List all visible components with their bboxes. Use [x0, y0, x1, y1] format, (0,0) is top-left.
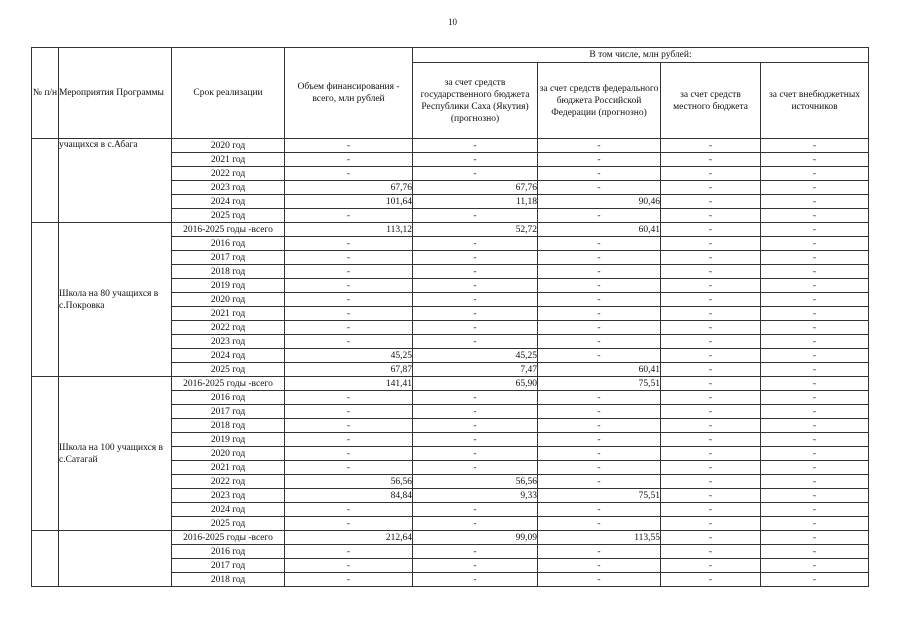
local-value-cell: -: [661, 209, 761, 223]
federal-value-cell: -: [538, 265, 661, 279]
extra-value-cell: -: [761, 475, 869, 489]
local-value-cell: -: [661, 405, 761, 419]
period-cell: 2018 год: [172, 573, 285, 587]
total-value-cell: -: [285, 433, 413, 447]
total-value-cell: -: [285, 559, 413, 573]
state-value-cell: 56,56: [413, 475, 538, 489]
local-value-cell: -: [661, 363, 761, 377]
period-cell: 2018 год: [172, 419, 285, 433]
period-cell: 2016-2025 годы -всего: [172, 531, 285, 545]
total-value-cell: 56,56: [285, 475, 413, 489]
local-value-cell: -: [661, 419, 761, 433]
federal-value-cell: -: [538, 503, 661, 517]
federal-value-cell: -: [538, 209, 661, 223]
federal-value-cell: -: [538, 559, 661, 573]
extra-value-cell: -: [761, 265, 869, 279]
local-value-cell: -: [661, 433, 761, 447]
state-value-cell: -: [413, 209, 538, 223]
period-cell: 2016-2025 годы -всего: [172, 377, 285, 391]
period-cell: 2020 год: [172, 293, 285, 307]
period-cell: 2021 год: [172, 307, 285, 321]
state-value-cell: 99,09: [413, 531, 538, 545]
state-value-cell: 7,47: [413, 363, 538, 377]
header-federal-budget: за счет средств федерального бюджета Российской Федерации (прогнозно): [538, 63, 661, 139]
federal-value-cell: -: [538, 405, 661, 419]
period-cell: 2016 год: [172, 237, 285, 251]
total-value-cell: 84,84: [285, 489, 413, 503]
period-cell: 2022 год: [172, 167, 285, 181]
total-value-cell: -: [285, 391, 413, 405]
local-value-cell: -: [661, 377, 761, 391]
local-value-cell: -: [661, 489, 761, 503]
header-state-budget: за счет средств государственного бюджета Республики Саха (Якутия) (прогнозно): [413, 63, 538, 139]
total-value-cell: -: [285, 265, 413, 279]
period-cell: 2021 год: [172, 153, 285, 167]
state-value-cell: -: [413, 321, 538, 335]
period-cell: 2023 год: [172, 335, 285, 349]
state-value-cell: -: [413, 237, 538, 251]
funding-table: [31, 47, 869, 587]
table-body: [32, 139, 869, 587]
federal-value-cell: -: [538, 447, 661, 461]
period-cell: 2017 год: [172, 251, 285, 265]
federal-value-cell: -: [538, 167, 661, 181]
federal-value-cell: -: [538, 433, 661, 447]
row-number-cell: [32, 139, 59, 223]
state-value-cell: 11,18: [413, 195, 538, 209]
local-value-cell: -: [661, 461, 761, 475]
state-value-cell: -: [413, 461, 538, 475]
extra-value-cell: -: [761, 167, 869, 181]
state-value-cell: 65,90: [413, 377, 538, 391]
state-value-cell: -: [413, 433, 538, 447]
local-value-cell: -: [661, 545, 761, 559]
state-value-cell: -: [413, 405, 538, 419]
federal-value-cell: -: [538, 335, 661, 349]
program-name-cell: Школа на 100 учащихся в с.Сатагай: [59, 377, 172, 531]
extra-value-cell: -: [761, 307, 869, 321]
state-value-cell: -: [413, 265, 538, 279]
program-name-cell: [59, 531, 172, 587]
local-value-cell: -: [661, 307, 761, 321]
total-value-cell: 141,41: [285, 377, 413, 391]
extra-value-cell: -: [761, 153, 869, 167]
federal-value-cell: -: [538, 349, 661, 363]
local-value-cell: -: [661, 573, 761, 587]
local-value-cell: -: [661, 349, 761, 363]
period-cell: 2025 год: [172, 209, 285, 223]
total-value-cell: -: [285, 293, 413, 307]
state-value-cell: -: [413, 251, 538, 265]
state-value-cell: -: [413, 293, 538, 307]
period-cell: 2025 год: [172, 363, 285, 377]
period-cell: 2019 год: [172, 433, 285, 447]
header-local-budget: за счет средств местного бюджета: [661, 63, 761, 139]
header-num: № п/н: [32, 48, 59, 139]
period-cell: 2022 год: [172, 475, 285, 489]
extra-value-cell: -: [761, 377, 869, 391]
local-value-cell: -: [661, 531, 761, 545]
total-value-cell: 101,64: [285, 195, 413, 209]
state-value-cell: -: [413, 153, 538, 167]
period-cell: 2018 год: [172, 265, 285, 279]
period-cell: 2016 год: [172, 391, 285, 405]
total-value-cell: -: [285, 419, 413, 433]
local-value-cell: -: [661, 139, 761, 153]
federal-value-cell: 90,46: [538, 195, 661, 209]
extra-value-cell: -: [761, 531, 869, 545]
extra-value-cell: -: [761, 391, 869, 405]
total-value-cell: -: [285, 251, 413, 265]
federal-value-cell: -: [538, 237, 661, 251]
period-cell: 2023 год: [172, 181, 285, 195]
period-cell: 2020 год: [172, 139, 285, 153]
total-value-cell: -: [285, 573, 413, 587]
federal-value-cell: -: [538, 139, 661, 153]
total-value-cell: -: [285, 139, 413, 153]
extra-value-cell: -: [761, 433, 869, 447]
extra-value-cell: -: [761, 335, 869, 349]
table-row: [32, 531, 869, 545]
extra-value-cell: -: [761, 251, 869, 265]
extra-value-cell: -: [761, 209, 869, 223]
local-value-cell: -: [661, 475, 761, 489]
federal-value-cell: -: [538, 293, 661, 307]
state-value-cell: -: [413, 447, 538, 461]
extra-value-cell: -: [761, 489, 869, 503]
federal-value-cell: -: [538, 419, 661, 433]
total-value-cell: -: [285, 209, 413, 223]
local-value-cell: -: [661, 321, 761, 335]
local-value-cell: -: [661, 167, 761, 181]
extra-value-cell: -: [761, 349, 869, 363]
extra-value-cell: -: [761, 503, 869, 517]
local-value-cell: -: [661, 447, 761, 461]
total-value-cell: 113,12: [285, 223, 413, 237]
extra-value-cell: -: [761, 405, 869, 419]
extra-value-cell: -: [761, 223, 869, 237]
header-extra-budget: за счет внебюджетных источников: [761, 63, 869, 139]
federal-value-cell: -: [538, 181, 661, 195]
local-value-cell: -: [661, 223, 761, 237]
total-value-cell: -: [285, 447, 413, 461]
table-row: [32, 223, 869, 237]
local-value-cell: -: [661, 293, 761, 307]
federal-value-cell: 60,41: [538, 223, 661, 237]
state-value-cell: -: [413, 545, 538, 559]
federal-value-cell: -: [538, 573, 661, 587]
local-value-cell: -: [661, 391, 761, 405]
state-value-cell: -: [413, 573, 538, 587]
period-cell: 2016-2025 годы -всего: [172, 223, 285, 237]
local-value-cell: -: [661, 265, 761, 279]
period-cell: 2023 год: [172, 489, 285, 503]
total-value-cell: -: [285, 321, 413, 335]
table-row: [32, 377, 869, 391]
program-name-cell: Школа на 80 учащихся в с.Покровка: [59, 223, 172, 377]
federal-value-cell: -: [538, 545, 661, 559]
local-value-cell: -: [661, 237, 761, 251]
extra-value-cell: -: [761, 321, 869, 335]
row-number-cell: [32, 531, 59, 587]
federal-value-cell: -: [538, 279, 661, 293]
total-value-cell: -: [285, 405, 413, 419]
period-cell: 2016 год: [172, 545, 285, 559]
total-value-cell: -: [285, 167, 413, 181]
state-value-cell: 9,33: [413, 489, 538, 503]
state-value-cell: -: [413, 503, 538, 517]
federal-value-cell: -: [538, 475, 661, 489]
extra-value-cell: -: [761, 293, 869, 307]
total-value-cell: 212,64: [285, 531, 413, 545]
total-value-cell: 67,76: [285, 181, 413, 195]
period-cell: 2024 год: [172, 349, 285, 363]
state-value-cell: 67,76: [413, 181, 538, 195]
program-name-cell: учащихся в с.Абага: [59, 139, 172, 223]
page-number: 10: [448, 17, 457, 27]
header-period: Срок реализации: [172, 48, 285, 139]
period-cell: 2024 год: [172, 195, 285, 209]
total-value-cell: 45,25: [285, 349, 413, 363]
local-value-cell: -: [661, 559, 761, 573]
state-value-cell: -: [413, 419, 538, 433]
period-cell: 2017 год: [172, 559, 285, 573]
total-value-cell: -: [285, 517, 413, 531]
extra-value-cell: -: [761, 545, 869, 559]
period-cell: 2019 год: [172, 279, 285, 293]
period-cell: 2022 год: [172, 321, 285, 335]
total-value-cell: -: [285, 545, 413, 559]
federal-value-cell: -: [538, 461, 661, 475]
row-number-cell: [32, 223, 59, 377]
period-cell: 2025 год: [172, 517, 285, 531]
federal-value-cell: -: [538, 517, 661, 531]
local-value-cell: -: [661, 181, 761, 195]
federal-value-cell: 75,51: [538, 489, 661, 503]
local-value-cell: -: [661, 335, 761, 349]
state-value-cell: -: [413, 391, 538, 405]
state-value-cell: 45,25: [413, 349, 538, 363]
extra-value-cell: -: [761, 195, 869, 209]
period-cell: 2021 год: [172, 461, 285, 475]
row-number-cell: [32, 377, 59, 531]
state-value-cell: -: [413, 167, 538, 181]
local-value-cell: -: [661, 195, 761, 209]
table-row: [32, 139, 869, 153]
extra-value-cell: -: [761, 419, 869, 433]
state-value-cell: -: [413, 517, 538, 531]
total-value-cell: -: [285, 307, 413, 321]
extra-value-cell: -: [761, 181, 869, 195]
federal-value-cell: 113,55: [538, 531, 661, 545]
federal-value-cell: -: [538, 321, 661, 335]
federal-value-cell: -: [538, 153, 661, 167]
extra-value-cell: -: [761, 573, 869, 587]
period-cell: 2020 год: [172, 447, 285, 461]
header-total: Объем финансирования - всего, млн рублей: [285, 48, 413, 139]
federal-value-cell: -: [538, 391, 661, 405]
period-cell: 2017 год: [172, 405, 285, 419]
state-value-cell: -: [413, 307, 538, 321]
total-value-cell: -: [285, 503, 413, 517]
federal-value-cell: 60,41: [538, 363, 661, 377]
federal-value-cell: -: [538, 251, 661, 265]
extra-value-cell: -: [761, 363, 869, 377]
total-value-cell: -: [285, 153, 413, 167]
extra-value-cell: -: [761, 237, 869, 251]
extra-value-cell: -: [761, 279, 869, 293]
local-value-cell: -: [661, 251, 761, 265]
state-value-cell: -: [413, 559, 538, 573]
header-group: В том числе, млн рублей:: [413, 48, 869, 63]
header-event: Мероприятия Программы: [59, 48, 172, 139]
total-value-cell: 67,87: [285, 363, 413, 377]
total-value-cell: -: [285, 237, 413, 251]
state-value-cell: -: [413, 335, 538, 349]
state-value-cell: -: [413, 279, 538, 293]
federal-value-cell: 75,51: [538, 377, 661, 391]
total-value-cell: -: [285, 461, 413, 475]
period-cell: 2024 год: [172, 503, 285, 517]
local-value-cell: -: [661, 279, 761, 293]
total-value-cell: -: [285, 279, 413, 293]
state-value-cell: 52,72: [413, 223, 538, 237]
local-value-cell: -: [661, 153, 761, 167]
extra-value-cell: -: [761, 517, 869, 531]
federal-value-cell: -: [538, 307, 661, 321]
state-value-cell: -: [413, 139, 538, 153]
extra-value-cell: -: [761, 139, 869, 153]
extra-value-cell: -: [761, 559, 869, 573]
extra-value-cell: -: [761, 461, 869, 475]
extra-value-cell: -: [761, 447, 869, 461]
local-value-cell: -: [661, 517, 761, 531]
total-value-cell: -: [285, 335, 413, 349]
local-value-cell: -: [661, 503, 761, 517]
